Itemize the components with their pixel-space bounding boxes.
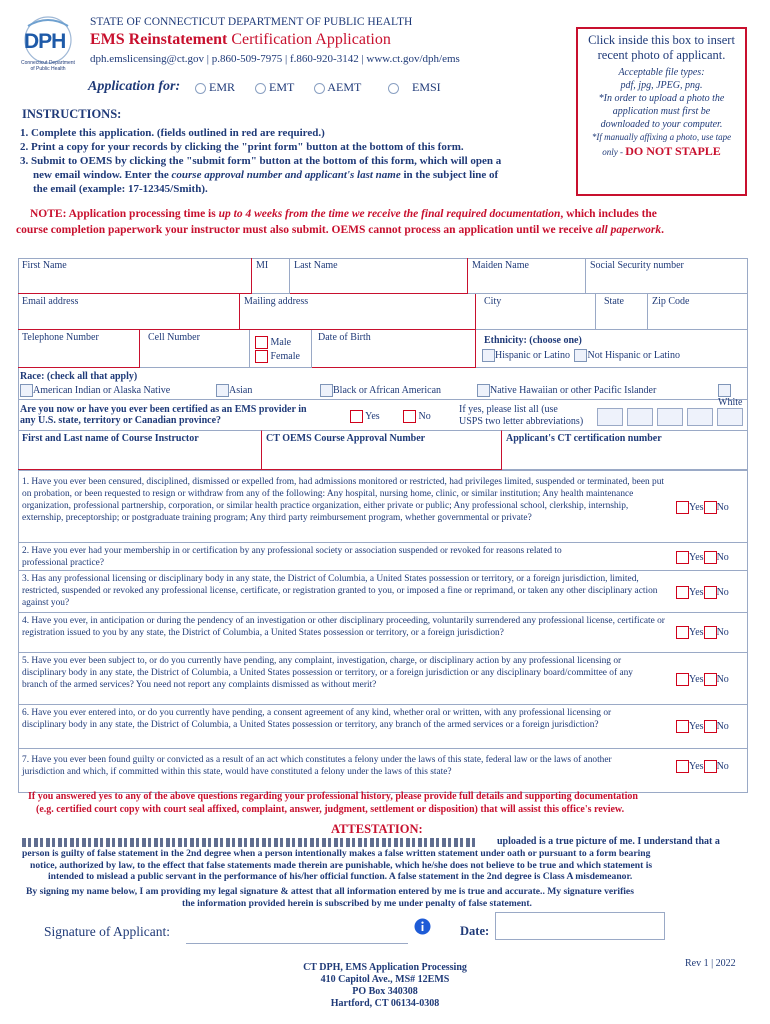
note-text2-pre: course completion paperwork your instructor must also submit. OEMS cannot process an application until we receive: [16, 224, 596, 236]
last-name-label: Last Name: [294, 260, 338, 271]
option-aemt[interactable]: [314, 80, 361, 95]
first-name-field[interactable]: [18, 258, 252, 294]
dph-logo: [18, 14, 78, 78]
q5-no-label: No: [716, 673, 729, 685]
ems-yes-option[interactable]: [350, 410, 380, 423]
signature-label: Signature of Applicant:: [44, 924, 170, 939]
ems-question-line1: Are you now or have you ever been certified as an EMS provider in: [20, 404, 307, 415]
mailing-address-field[interactable]: [240, 294, 476, 330]
state-box-4[interactable]: [687, 408, 713, 426]
attestation-garbled-text: [22, 838, 477, 847]
instruction-step3b-ital: course approval number and applicant's last name: [171, 169, 401, 181]
question-7-row: [18, 748, 748, 793]
course-number-label: CT OEMS Course Approval Number: [266, 433, 426, 444]
ssn-label: Social Security number: [590, 260, 684, 271]
photo-upload-box[interactable]: [576, 27, 747, 196]
q4-no-label: No: [716, 626, 729, 638]
q7-no-checkbox[interactable]: [704, 760, 717, 773]
cell-label: Cell Number: [148, 332, 200, 343]
q6-no-checkbox[interactable]: [704, 720, 717, 733]
ems-no-option[interactable]: [403, 410, 431, 423]
question-4-row: [18, 612, 748, 652]
date-field[interactable]: [495, 912, 665, 940]
instruction-step3b: [33, 169, 498, 181]
ems-provider-question: [18, 400, 368, 430]
ct-cert-field[interactable]: [502, 430, 748, 470]
race-group: [18, 368, 748, 408]
question-5-text: 5. Have you ever been subject to, or do you currently have pending, any complaint, investigation, charge, or disciplinary action by any professional licensing or disciplinary body in any state, the District of Columbia, a United States possession or territory, or a foreign jurisdiction or any disciplinary board/committee of any branch of the armed services? You need not report any complaints dismissed as without merit?: [22, 656, 633, 690]
question-2-text: 2. Have you ever had your membership in or certification by any professional society or association suspended or revoked for reasons related to professional practice?: [22, 546, 562, 568]
info-icon[interactable]: [414, 918, 431, 935]
sex-group: [250, 330, 312, 368]
question-2-answers: [676, 551, 729, 564]
telephone-field[interactable]: [18, 330, 140, 368]
question-6-text: 6. Have you ever entered into, or do you currently have pending, a consent agreement of any kind, whether oral or written, with any professional licensing or disciplinary body in any state, the District of Columbia, a United States possession or territory, any branch of the armed services or a foreign jurisdiction?: [22, 708, 612, 730]
attestation-line1: uploaded is a true picture of me. I understand that a: [497, 836, 720, 847]
photo-box-note3: *In order to upload a photo the: [598, 93, 725, 104]
q6-yes-label: Yes: [689, 720, 704, 732]
mi-field[interactable]: [252, 258, 290, 294]
maiden-name-field[interactable]: [468, 258, 586, 294]
email-field[interactable]: [18, 294, 240, 330]
q7-no-label: No: [716, 760, 729, 772]
note-text2-ital: all paperwork: [595, 224, 662, 236]
question-4-answers: [676, 626, 729, 639]
if-yes-line1: If yes, please list all (use: [459, 404, 558, 415]
attestation-para2-line2: the information provided herein is subscribed by me under penalty of false statement.: [182, 898, 532, 909]
maiden-name-label: Maiden Name: [472, 260, 529, 271]
note-line1: [30, 208, 657, 220]
race-option-hawaiian[interactable]: [477, 384, 656, 397]
photo-box-note7: [578, 144, 745, 159]
q5-yes-checkbox[interactable]: [676, 673, 689, 686]
race-hawaiian-checkbox[interactable]: [477, 384, 490, 397]
ethnicity-options: [482, 349, 748, 362]
race-asian-label: Asian: [229, 384, 253, 396]
female-label: Female: [270, 350, 300, 362]
city-field[interactable]: [476, 294, 596, 330]
q5-yes-label: Yes: [689, 673, 704, 685]
race-option-asian[interactable]: [216, 384, 252, 397]
question-6-answers: [676, 720, 729, 733]
q7-yes-label: Yes: [689, 760, 704, 772]
dob-label: Date of Birth: [318, 332, 371, 343]
ct-cert-label: Applicant's CT certification number: [506, 433, 662, 444]
question-5-row: [18, 652, 748, 704]
option-emt[interactable]: [255, 80, 294, 95]
email-label: Email address: [22, 296, 79, 307]
footer-line2: 410 Capitol Ave., MS# 12EMS: [320, 974, 450, 985]
first-name-label: First Name: [22, 260, 67, 271]
instruction-step1: 1. Complete this application. (fields outlined in red are required.): [20, 127, 325, 139]
male-label: Male: [270, 336, 292, 348]
signature-field[interactable]: [186, 918, 408, 944]
note-label: NOTE:: [30, 208, 67, 220]
option-aemt-label: AEMT: [327, 80, 362, 94]
last-name-field[interactable]: [290, 258, 468, 294]
ems-yes-checkbox[interactable]: [350, 410, 363, 423]
question-1-answers: [676, 501, 729, 514]
note-text2-post: .: [661, 224, 664, 236]
hispanic-checkbox[interactable]: [482, 349, 495, 362]
ssn-field[interactable]: [586, 258, 748, 294]
disclosure-line2: (e.g. certified court copy with court seal affixed, complaint, answer, judgment, settlement or disposition) that will assist this office's review.: [36, 804, 625, 815]
attestation-line4: intended to mislead a public servant in the performance of his/her official function. A false statement in the 2nd degree is Class A misdemeanor.: [48, 871, 633, 882]
department-name: STATE OF CONNECTICUT DEPARTMENT OF PUBLIC HEALTH: [90, 16, 413, 28]
question-5-answers: [676, 673, 729, 686]
radio-aemt[interactable]: [314, 83, 325, 94]
form-title-bold: EMS Reinstatement: [90, 31, 228, 48]
attestation-line3: notice, authorized by law, to the effect that false statements made therein are punishable, which he/she does not believe to be true and which statement is: [30, 860, 653, 871]
question-3-text: 3. Has any professional licensing or disciplinary body in any state, the District of Columbia, a United States possession or territory, or a foreign jurisdiction, limited, restricted, suspended or revoked any professional license, certificate, or registration granted to you, or imposed a fine or reprimand, or taken any other disciplinary action against you?: [22, 574, 658, 608]
question-3-answers: [676, 586, 729, 599]
q3-no-checkbox[interactable]: [704, 586, 717, 599]
zip-label: Zip Code: [652, 296, 690, 307]
state-label: State: [604, 296, 624, 307]
footer-line1: CT DPH, EMS Application Processing: [303, 962, 467, 973]
option-emr-label: EMR: [209, 80, 236, 94]
q4-yes-checkbox[interactable]: [676, 626, 689, 639]
q1-no-checkbox[interactable]: [704, 501, 717, 514]
instruction-step3a: 3. Submit to OEMS by clicking the "submit form" button at the bottom of this form, which will open a: [20, 155, 502, 167]
race-white-label: White: [718, 397, 743, 408]
instruction-step3b-post: in the subject line of: [400, 169, 499, 181]
ethnicity-label: Ethnicity: (choose one): [484, 335, 582, 346]
ems-no-label: No: [418, 410, 431, 422]
female-option[interactable]: [255, 350, 311, 363]
zip-field[interactable]: [648, 294, 748, 330]
footer-line3: PO Box 340308: [352, 986, 418, 997]
logo-subtitle: Connecticut Department of Public Health: [21, 60, 75, 72]
if-yes-instructions: [459, 404, 583, 428]
instructions-heading: INSTRUCTIONS:: [22, 107, 122, 121]
attestation-para2-line1: By signing my name below, I am providing my legal signature & attest that all information entered by me is true and accurate.. My signature verifies: [26, 886, 634, 897]
option-emsi-label: EMSI: [412, 80, 441, 94]
contact-info[interactable]: dph.emslicensing@ct.gov | p.860-509-7975 | f.860-920-3142 | www.ct.gov/dph/ems: [90, 53, 460, 65]
race-hawaiian-label: Native Hawaiian or other Pacific Islander: [490, 384, 657, 396]
photo-box-line2: recent photo of applicant.: [597, 48, 726, 62]
q2-no-checkbox[interactable]: [704, 551, 717, 564]
note-line2: [16, 224, 664, 236]
not-hispanic-label: Not Hispanic or Latino: [587, 349, 680, 361]
photo-box-note2: pdf, jpg, JPEG, png.: [620, 80, 703, 91]
photo-box-note6: *If manually affixing a photo, use tape: [591, 132, 732, 142]
mailing-address-label: Mailing address: [244, 296, 309, 307]
form-title: [90, 31, 391, 49]
ems-yes-label: Yes: [365, 410, 380, 422]
photo-box-note1: Acceptable file types:: [618, 67, 705, 78]
female-checkbox[interactable]: [255, 350, 268, 363]
disclosure-line1: If you answered yes to any of the above questions regarding your professional history, please provide full details and supporting documentation: [28, 791, 638, 802]
question-1-row: [18, 470, 748, 542]
ems-question-line2: any U.S. state, territory or Canadian province?: [20, 415, 222, 426]
state-box-5[interactable]: [717, 408, 743, 426]
q2-no-label: No: [716, 551, 729, 563]
attestation-line2: person is guilty of false statement in the 2nd degree when a person intentionally makes a false written statement under oath or pursuant to a form bearing: [22, 848, 651, 859]
radio-emsi[interactable]: [388, 83, 399, 94]
q1-yes-label: Yes: [689, 501, 704, 513]
race-native-checkbox[interactable]: [20, 384, 33, 397]
q2-yes-label: Yes: [689, 551, 704, 563]
race-native-label: American Indian or Alaska Native: [33, 384, 171, 396]
photo-box-note5: downloaded to your computer.: [600, 119, 723, 130]
if-yes-line2: USPS two letter abbreviations): [459, 416, 584, 427]
male-option[interactable]: [255, 336, 311, 349]
do-not-staple: DO NOT STAPLE: [625, 144, 721, 158]
option-emsi[interactable]: [388, 80, 441, 95]
question-7-answers: [676, 760, 729, 773]
state-box-2[interactable]: [627, 408, 653, 426]
ethnicity-group: [476, 330, 748, 368]
instruction-step3c: the email (example: 17-12345/Smith).: [33, 183, 208, 195]
note-text1-post: , which includes the: [560, 208, 657, 220]
question-3-row: [18, 570, 748, 612]
q4-no-checkbox[interactable]: [704, 626, 717, 639]
state-field[interactable]: [596, 294, 648, 330]
radio-emt[interactable]: [255, 83, 266, 94]
not-hispanic-checkbox[interactable]: [574, 349, 587, 362]
photo-box-note4: application must first be: [612, 106, 711, 117]
mi-label: MI: [256, 260, 269, 271]
question-4-text: 4. Have you ever, in anticipation or during the pendency of an investigation or other disciplinary proceeding, voluntarily surrendered any professional license, certificate or registration issued to you by any state, the District of Columbia, a United States possession or territory, or a foreign jurisdiction?: [22, 616, 665, 638]
revision-label: Rev 1 | 2022: [685, 958, 736, 969]
male-checkbox[interactable]: [255, 336, 268, 349]
race-asian-checkbox[interactable]: [216, 384, 229, 397]
instructor-field[interactable]: [18, 430, 262, 470]
note-text1-pre: Application processing time is: [66, 208, 219, 220]
race-black-label: Black or African American: [333, 384, 442, 396]
option-emr[interactable]: [195, 80, 235, 95]
q7-yes-checkbox[interactable]: [676, 760, 689, 773]
instructor-label: First and Last name of Course Instructor: [22, 433, 199, 444]
race-white-checkbox[interactable]: [718, 384, 731, 397]
attestation-heading: ATTESTATION:: [331, 822, 423, 836]
option-emt-label: EMT: [269, 80, 295, 94]
dob-field[interactable]: [312, 330, 476, 368]
instruction-step3b-pre: new email window. Enter the: [33, 169, 172, 181]
instruction-step2: 2. Print a copy for your records by clicking the "print form" button at the bottom of this form.: [20, 141, 464, 153]
date-label: Date:: [460, 924, 490, 938]
ems-no-checkbox[interactable]: [403, 410, 416, 423]
question-7-text: 7. Have you ever been found guilty or convicted as a result of an act which constitutes a felony under the laws of this state, federal law or the laws of another jurisdiction and which, if committed within this state, would have constituted a felony under the laws of this state?: [22, 755, 612, 777]
course-number-field[interactable]: [262, 430, 502, 470]
race-label: Race: (check all that apply): [20, 371, 138, 382]
q5-no-checkbox[interactable]: [704, 673, 717, 686]
state-box-3[interactable]: [657, 408, 683, 426]
logo-text: DPH: [24, 30, 66, 53]
q6-no-label: No: [716, 720, 729, 732]
state-boxes: [597, 408, 743, 431]
hispanic-label: Hispanic or Latino: [495, 349, 570, 361]
q4-yes-label: Yes: [689, 626, 704, 638]
question-1-text: 1. Have you ever been censured, disciplined, dismissed or expelled from, had admissions monitored or restricted, had privileges limited, suspended or terminated, been put on probation, or been requested to resign or withdraw from any of the following: Any hospital, nursing home, clinic, or similar institution; Any health maintenance organization, professional partnership, corporation, or similar health practice organization, either private or public; Any professional school, clerkship, internship, externship, preceptorship; or postgraduate training program; Any third party reimbursement program, whether governmental or private?: [22, 477, 665, 523]
footer-line4: Hartford, CT 06134-0308: [330, 998, 440, 1009]
info-icon-svg: [414, 918, 431, 935]
footer-address: [230, 962, 540, 1010]
telephone-label: Telephone Number: [22, 332, 99, 343]
question-6-row: [18, 704, 748, 748]
race-option-native[interactable]: [20, 384, 170, 397]
city-label: City: [484, 296, 502, 307]
race-black-checkbox[interactable]: [320, 384, 333, 397]
race-option-white[interactable]: [718, 384, 748, 408]
question-2-row: [18, 542, 748, 570]
radio-emr[interactable]: [195, 83, 206, 94]
state-box-1[interactable]: [597, 408, 623, 426]
photo-box-note7-prefix: only -: [602, 147, 626, 157]
cell-field[interactable]: [140, 330, 250, 368]
q3-yes-label: Yes: [689, 586, 704, 598]
photo-box-line1: Click inside this box to insert: [588, 33, 735, 47]
application-for-label: Application for:: [88, 79, 181, 94]
q6-yes-checkbox[interactable]: [676, 720, 689, 733]
q3-no-label: No: [716, 586, 729, 598]
q2-yes-checkbox[interactable]: [676, 551, 689, 564]
note-text1-ital: up to 4 weeks from the time we receive the final required documentation: [218, 208, 561, 220]
q1-yes-checkbox[interactable]: [676, 501, 689, 514]
q1-no-label: No: [716, 501, 729, 513]
race-option-black[interactable]: [320, 384, 441, 397]
q3-yes-checkbox[interactable]: [676, 586, 689, 599]
form-title-rest: Certification Application: [227, 31, 391, 48]
